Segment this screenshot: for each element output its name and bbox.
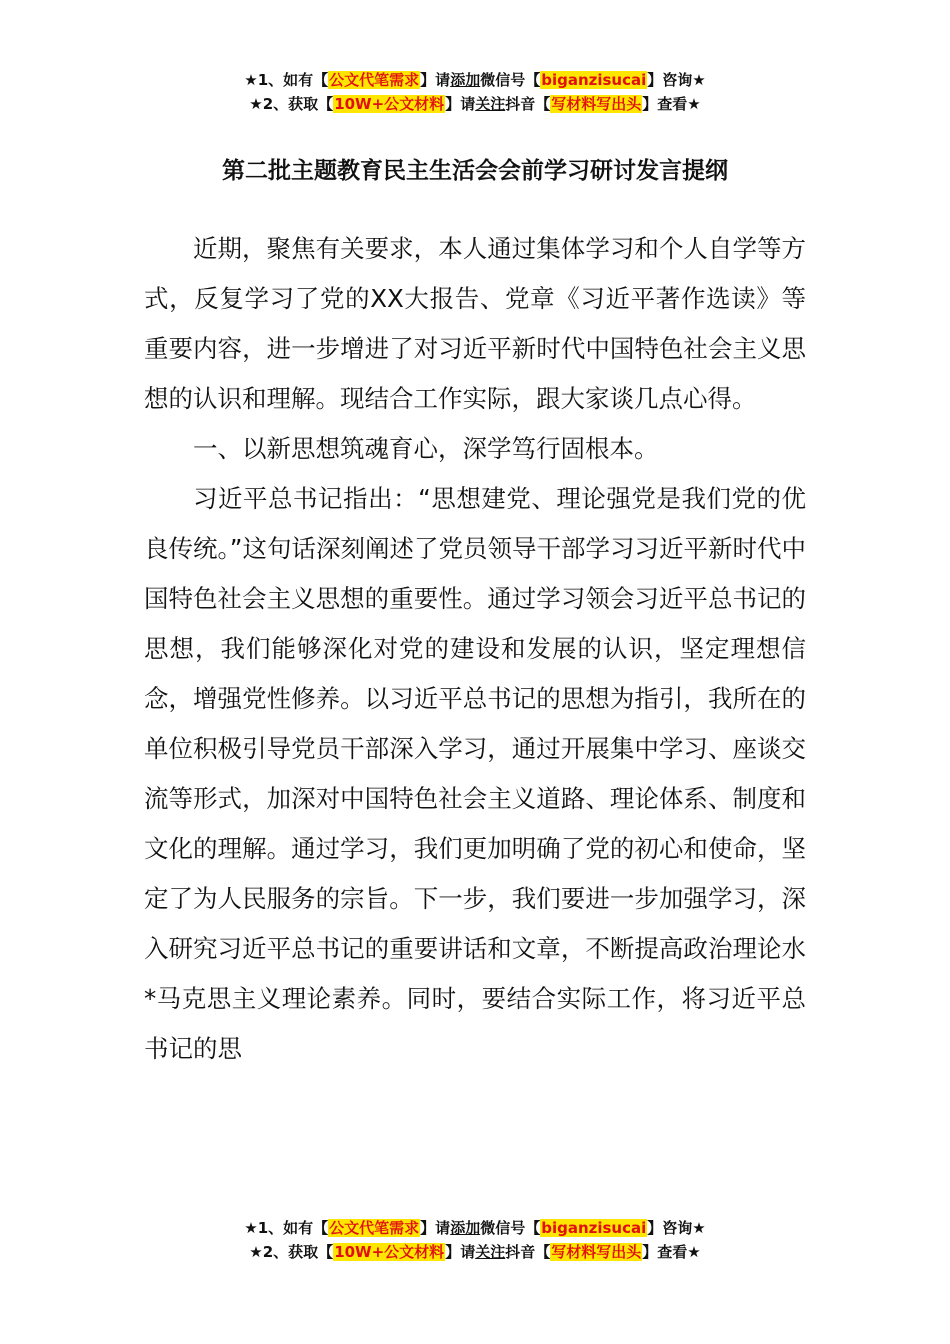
banner-text: 】请 [445,95,476,113]
banner-text: 】咨询★ [647,1219,706,1237]
banner-text: 微信号【 [480,1219,541,1237]
banner-underline: 添加 [450,1219,481,1237]
banner-line-2 [0,1240,950,1264]
banner-text: 】请 [420,71,451,89]
banner-highlight: 10W+公文材料 [334,95,445,113]
banner-highlight: biganzisucai [541,71,647,89]
banner-text: ★1、如有【 [244,71,329,89]
banner-text: 】查看★ [642,1243,701,1261]
banner-text: 】请 [420,1219,451,1237]
document-title: 第二批主题教育民主生活会会前学习研讨发言提纲 [222,158,728,184]
banner-underline: 关注 [475,95,506,113]
banner-highlight: 写材料写出头 [551,95,642,113]
banner-text: ★2、获取【 [249,1243,334,1261]
banner-line-2 [0,92,950,116]
paragraph: 习近平总书记指出：“思想建党、理论强党是我们党的优良传统。”这句话深刻阐述了党员领导干部学习习近平新时代中国特色社会主义思想的重要性。通过学习领会习近平总书记的思想，我们能够深化对党的建设和发展的认识，坚定理想信念，增强党性修养。以习近平总书记的思想为指引，我所在的单位积极引导党员干部深入学习，通过开展集中学习、座谈交流等形式，加深对中国特色社会主义道路、理论体系、制度和文化的理解。通过学习，我们更加明确了党的初心和使命，坚定了为人民服务的宗旨。下一步，我们要进一步加强学习，深入研究习近平总书记的重要讲话和文章，不断提高政治理论水*马克思主义理论素养。同时，要结合实际工作，将习近平总书记的思 [144,484,806,1063]
banner-highlight: biganzisucai [541,1219,647,1237]
banner-text: 】咨询★ [647,71,706,89]
banner-line-1 [0,1216,950,1240]
banner-text: ★2、获取【 [249,95,334,113]
banner-highlight: 公文代笔需求 [329,1219,420,1237]
header-banner [0,68,950,116]
banner-highlight: 公文代笔需求 [329,71,420,89]
footer-banner [0,1216,950,1264]
banner-text: ★1、如有【 [244,1219,329,1237]
banner-text: 抖音【 [505,95,551,113]
section-heading: 一、以新思想筑魂育心，深学笃行固根本。 [193,434,659,463]
banner-text: 】查看★ [642,95,701,113]
document-body [144,224,806,1074]
banner-highlight: 写材料写出头 [551,1243,642,1261]
banner-underline: 添加 [450,71,481,89]
banner-highlight: 10W+公文材料 [334,1243,445,1261]
banner-line-1 [0,68,950,92]
banner-text: 微信号【 [480,71,541,89]
paragraph: 近期，聚焦有关要求，本人通过集体学习和个人自学等方式，反复学习了党的XX大报告、党章《习近平著作选读》等重要内容，进一步增进了对习近平新时代中国特色社会主义思想的认识和理解。现结合工作实际，跟大家谈几点心得。 [144,234,806,413]
banner-text: 抖音【 [505,1243,551,1261]
banner-text: 】请 [445,1243,476,1261]
banner-underline: 关注 [475,1243,506,1261]
